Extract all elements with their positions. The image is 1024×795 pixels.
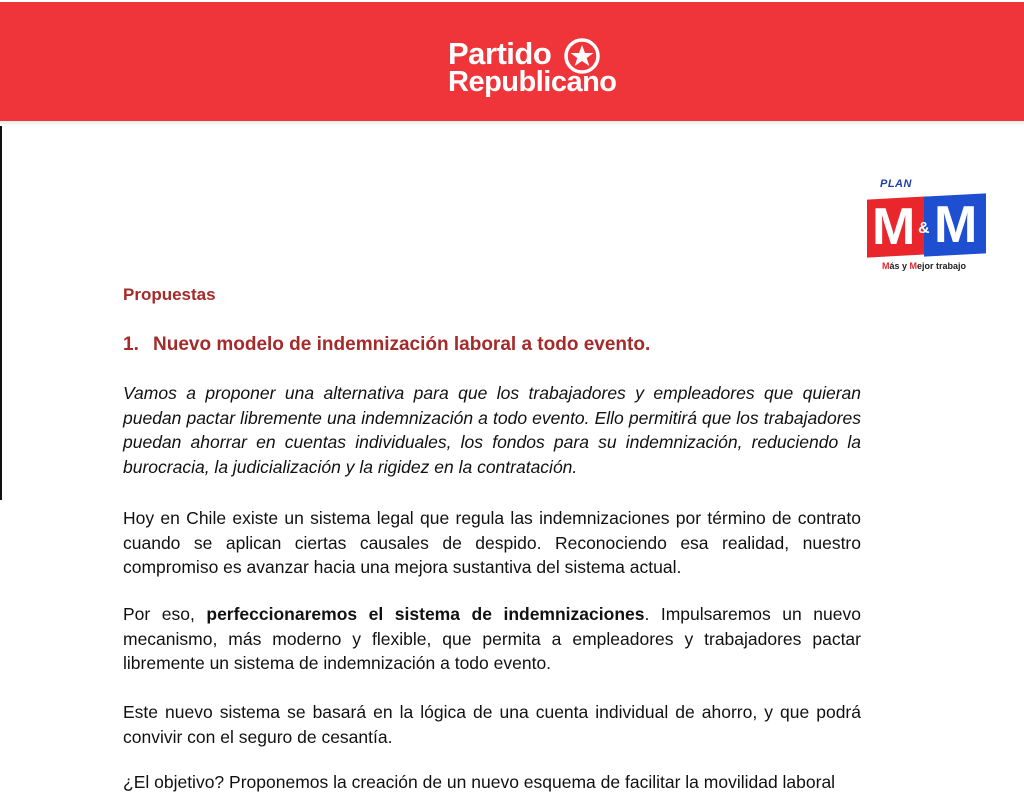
partido-republicano-logo xyxy=(448,37,618,99)
brand-line2: Republicano xyxy=(448,66,617,98)
paragraph-1: Vamos a proponer una alternativa para que los trabajadores y empleadores que quieran puedan pactar libremente una indemnización a todo evento. Ello permitirá que los trabajadores puedan ahorrar en cuentas individuales, los fondos para su indemnización, reduciendo la burocracia, la judicialización y la rigidez en la contratación. xyxy=(123,383,861,477)
caption-m1: M xyxy=(882,261,890,271)
page-edge-line xyxy=(0,126,2,500)
paragraph-3-end: . Impulsaremos un nuevo mecanismo, más moderno y flexible, que permita a empleadores y trabajadores pactar libremente un sistema de indemnización a todo evento. xyxy=(123,604,861,673)
item-title: Nuevo modelo de indemnización laboral a todo evento. xyxy=(153,334,651,355)
paragraph-3 xyxy=(123,602,861,676)
caption-m2: M xyxy=(909,261,918,271)
header-shadow xyxy=(0,121,1024,126)
paragraph-3-bold: perfeccionaremos el sistema de indemnizaciones xyxy=(206,604,645,624)
paragraph-2: Hoy en Chile existe un sistema legal que regula las indemnizaciones por término de contrato cuando se aplican ciertas causales de despido. Reconociendo esa realidad, nuestro compromiso es avanzar hacia una mejora sustantiva del sistema actual. xyxy=(123,508,861,577)
plan-ampersand: & xyxy=(918,220,930,237)
caption-mid: ás y xyxy=(889,261,910,271)
plan-caption xyxy=(882,261,966,271)
plan-label: PLAN xyxy=(880,178,912,190)
section-title: Propuestas xyxy=(123,285,216,304)
paragraph-4: Este nuevo sistema se basará en la lógica de una cuenta individual de ahorro, y que podrá convivir con el seguro de cesantía. xyxy=(123,702,861,747)
item-number: 1. xyxy=(123,334,139,355)
caption-end: ejor trabajo xyxy=(917,261,967,271)
paragraph-3-start: Por eso, xyxy=(123,604,207,624)
plan-m-left: M xyxy=(872,198,916,256)
brand-line1: Partido xyxy=(448,36,552,71)
paragraph-5-partial: ¿El objetivo? Proponemos la creación de un nuevo esquema de facilitar la movilidad laboral xyxy=(123,772,836,792)
item-heading xyxy=(123,334,863,356)
plan-mm-badge xyxy=(866,178,992,278)
plan-m-right: M xyxy=(934,196,978,254)
